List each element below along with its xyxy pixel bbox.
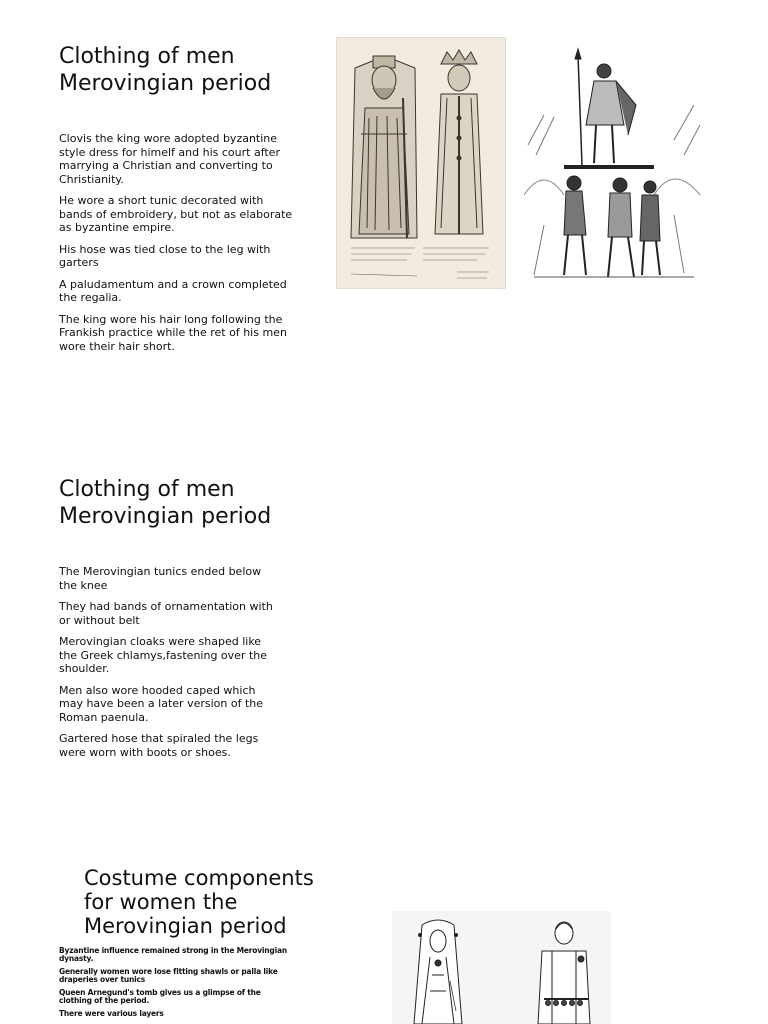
slide-3 <box>0 850 768 1024</box>
king-on-shield-engraving <box>524 45 704 285</box>
slide-2-title-line-2: Merovingian period <box>59 504 272 529</box>
bullet: A paludamentum and a crown completed the regalia. <box>59 277 287 304</box>
slide-2-title <box>59 476 319 530</box>
slide-3-bullet-list <box>59 947 291 1023</box>
slide-1-title-line-1: Clothing of men <box>59 44 235 69</box>
slide-2 <box>0 430 768 850</box>
bullet: Men also wore hooded caped which may have been a later version of the Roman paenula. <box>59 683 264 724</box>
bullet: He wore a short tunic decorated with bands of embroidery, but not as elaborate as byzantine empire. <box>59 194 293 234</box>
bullet: Byzantine influence remained strong in the Merovingian dynasty. <box>59 946 287 963</box>
slide-1-title-line-2: Merovingian period <box>59 71 272 96</box>
bullet: Queen Arnegund's tomb gives us a glimpse of the clothing of the period. <box>59 988 261 1005</box>
women-costume-drawing <box>392 911 611 1024</box>
slide-3-title-line-3: Merovingian period <box>84 914 287 938</box>
bullet: They had bands of ornamentation with or without belt <box>59 600 273 627</box>
slide-1 <box>0 0 768 430</box>
slide-3-title-line-1: Costume components <box>84 866 314 890</box>
bullet: There were various layers <box>59 1009 164 1018</box>
bullet: Generally women wore lose fitting shawls or palla like draperies over tunics <box>59 967 278 984</box>
slide-1-bullet-list <box>59 132 297 361</box>
slide-2-bullet-list <box>59 565 281 767</box>
slide-1-title <box>59 43 319 97</box>
bullet: The Merovingian tunics ended below the knee <box>59 565 262 592</box>
slide-2-title-line-1: Clothing of men <box>59 477 235 502</box>
bullet: His hose was tied close to the leg with garters <box>59 242 271 269</box>
bullet: Gartered hose that spiraled the legs were worn with boots or shoes. <box>59 732 259 759</box>
king-effigies-engraving <box>336 37 506 289</box>
slide-3-title <box>84 866 314 938</box>
bullet: Clovis the king wore adopted byzantine style dress for himelf and his court after marrying a Christian and converting to Christianity. <box>59 132 280 186</box>
bullet: Merovingian cloaks were shaped like the Greek chlamys,fastening over the shoulder. <box>59 635 268 675</box>
bullet: The king wore his hair long following the Frankish practice while the ret of his men wore their hair short. <box>59 312 287 353</box>
slide-3-title-line-2: for women the <box>84 890 238 914</box>
